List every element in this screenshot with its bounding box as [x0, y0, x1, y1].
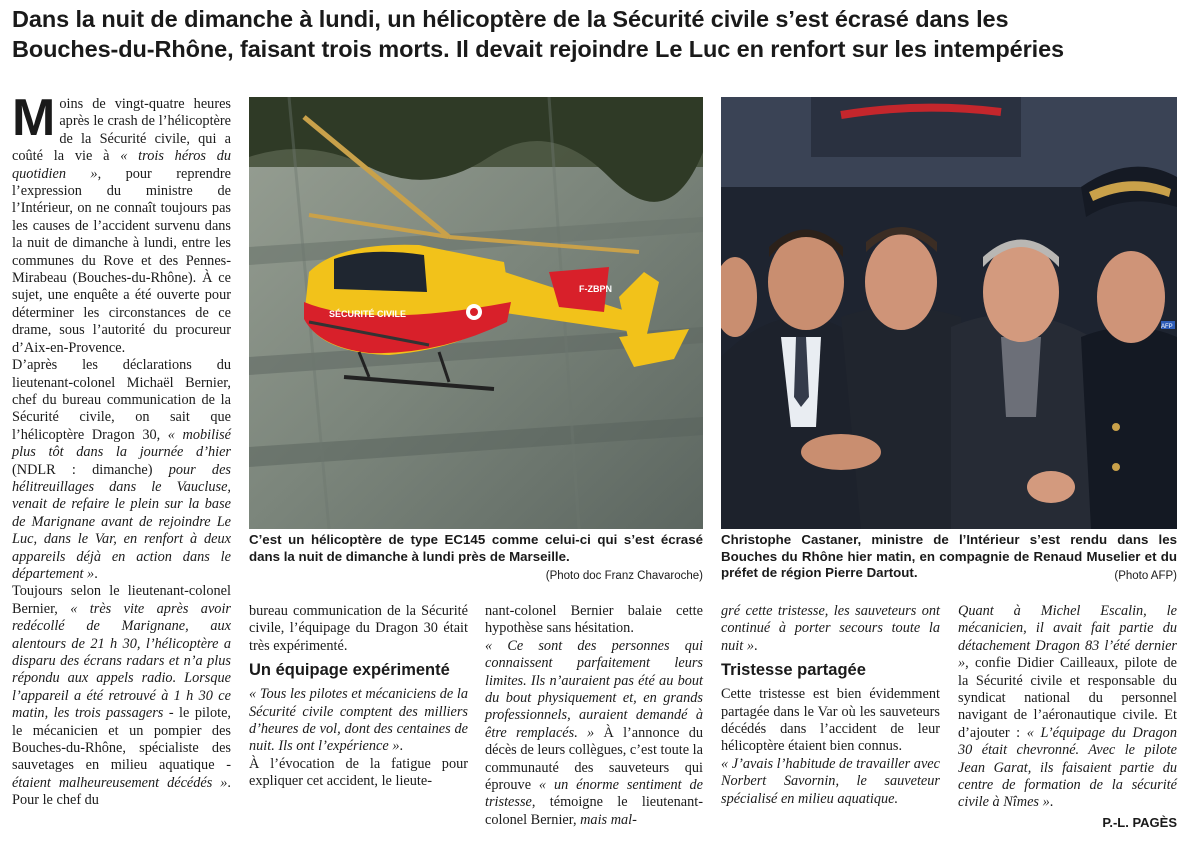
- quote-run: « très vite après avoir redécollé de Marignane, aux alentours de 21 h 30, l’hélicoptère a disparu des écrans radars et n’a plus répondu aux appels radio. Lorsque l’appareil a été retrouvé à 1 h 30 ce matin, les trois passagers: [12, 600, 231, 722]
- text-run: , témoigne le lieutenant-colonel Bernier,: [485, 794, 703, 828]
- paragraph: À l’évocation de la fatigue pour expliquer cet accident, le lieute-: [249, 755, 468, 790]
- quote-run: « J’avais l’habitude de travailler avec Norbert Savornin, le sauveteur spécialisé en milieu aquatique.: [721, 755, 940, 807]
- text-run: (NDLR : dimanche): [12, 461, 169, 478]
- text-run: À l’annonce du décès de leurs collègues, c’est toute la communauté des sauveteurs qui éprouve: [485, 724, 704, 794]
- drop-cap: M: [12, 89, 56, 147]
- helicopter-photo: [249, 97, 703, 529]
- paragraph: Cette tristesse est bien évidemment partagée dans le Var où les sauveteurs décédés dans l’accident de leur hélicoptère étaient bien connus.: [721, 686, 940, 755]
- officials-photo-credit: (Photo AFP): [1114, 570, 1177, 582]
- quote-run: « trois héros du quotidien »: [12, 148, 231, 182]
- headline: [12, 4, 1182, 64]
- paragraph: [958, 603, 1177, 812]
- quote-run: « mobilisé plus tôt dans la journée d’hier: [12, 426, 231, 461]
- helicopter-photo-credit: (Photo doc Franz Chavaroche): [545, 570, 703, 582]
- officials-photo-image: [721, 97, 1177, 529]
- subheading-tristesse: Tristesse partagée: [721, 661, 866, 680]
- text-run: . Pour le chef du: [12, 774, 231, 809]
- article-column-3: [485, 603, 703, 829]
- paragraph-intro: [12, 89, 231, 357]
- quote-run: « L’équipage du Dragon 30 était chevronné. Avec le pilote Jean Garat, ils faisaient partie du centre de formation de la sécurité civile à Nîmes »: [958, 724, 1177, 811]
- paragraph: [485, 638, 703, 829]
- text-run: .: [753, 637, 758, 654]
- paragraph: bureau communication de la Sécurité civile, l’équipage du Dragon 30 était très expérimenté.: [249, 603, 468, 654]
- helicopter-registration: F-ZBPN: [579, 284, 612, 294]
- helicopter-photo-image: [249, 97, 703, 529]
- paragraph: [721, 603, 940, 655]
- paragraph: [249, 686, 468, 756]
- text-run: Toujours selon le lieutenant-colonel Bernier,: [12, 583, 231, 617]
- text-run: .: [94, 565, 98, 582]
- subheading-equipage: Un équipage expérimenté: [249, 661, 450, 680]
- paragraph: [721, 756, 940, 808]
- text-run: .: [1049, 794, 1054, 811]
- quote-run: pour des hélitreuillages dans le Vaucluse, venait de refaire le plein sur la base de Marignane avant de rejoindre Le Luc, dans le Var, en renfort à deux appareils déjà en action dans le département »: [12, 461, 231, 582]
- quote-run: mais mal-: [580, 811, 637, 828]
- headline-line-2: Bouches-du-Rhône, faisant trois morts. Il devait rejoindre Le Luc en renfort sur les intempéries: [12, 36, 1065, 62]
- text-run: .: [399, 738, 404, 755]
- officials-photo-caption: Christophe Castaner, ministre de l’Intérieur s’est rendu dans les Bouches du Rhône hier matin, en compagnie de Renaud Muselier et du préfet de région Pierre Dartout.: [721, 532, 1177, 580]
- quote-run: étaient malheureusement décédés »: [12, 774, 228, 791]
- article-column-5: [958, 603, 1177, 812]
- quote-run: « Tous les pilotes et mécaniciens de la Sécurité civile comptent des milliers d’heures de vol, dont des centaines de nuit. Ils ont l’expérience »: [249, 686, 468, 755]
- quote-run: gré cette tristesse, les sauveteurs ont continué à porter secours toute la nuit »: [721, 603, 940, 654]
- helicopter-photo-caption: C’est un hélicoptère de type EC145 comme celui-ci qui s’est écrasé dans la nuit de dimanche à lundi près de Marseille.: [249, 532, 703, 564]
- afp-watermark: AFP: [1161, 324, 1173, 330]
- author-signature: P.-L. PAGÈS: [1102, 815, 1177, 830]
- article-column-4: [721, 603, 940, 808]
- paragraph: nant-colonel Bernier balaie cette hypothèse sans hésitation.: [485, 603, 703, 637]
- quote-run: Quant à Michel Escalin, le mécanicien, il avait fait partie du détachement Dragon 83 l’été dernier »: [958, 603, 1177, 672]
- headline-line-1: Dans la nuit de dimanche à lundi, un hélicoptère de la Sécurité civile s’est écrasé dans les: [12, 6, 1009, 32]
- text-run: , confie Didier Cailleaux, pilote de la Sécurité civile et responsable du syndicat national du personnel navigant de l’aéronautique civile. Et d’ajouter :: [958, 655, 1177, 741]
- text-run: , pour reprendre l’expression du ministre de l’Intérieur, on ne connaît toujours pas les causes de l’accident survenu dans la nuit de dimanche à lundi, entre les communes du Rove et des Pennes-Mirabeau (Bouches-du-Rhône). À ce sujet, une enquête a été ouverte pour déterminer les circonstances de ce drame, sous l’autorité du procureur d’Aix-en-Provence.: [12, 165, 231, 356]
- paragraph-2: [12, 357, 231, 583]
- quote-run: « Ce sont des personnes qui connaissent parfaitement leurs limites. Ils n’auraient pas été au bout du bout physiquement et, en grands professionnels, auraient demandé à être remplacés. »: [485, 637, 703, 741]
- officials-photo: [721, 97, 1177, 529]
- article-column-2: [249, 603, 468, 791]
- text-run: - le pilote, le mécanicien et un pompier des Bouches-du-Rhône, spécialiste des sauvetages en milieu aquatique -: [12, 705, 231, 774]
- helicopter-livery-text: SÉCURITÉ CIVILE: [329, 309, 407, 319]
- text-run: oins de vingt-quatre heures après le crash de l’hélicoptère de la Sécurité civile, qui a coûté la vie à: [12, 96, 231, 165]
- text-run: D’après les déclarations du lieutenant-colonel Michaël Bernier, chef du bureau communication de la Sécurité civile, on sait que l’hélicoptère Dragon 30,: [12, 357, 231, 443]
- quote-run: « un énorme sentiment de tristesse: [485, 777, 704, 811]
- paragraph-3: [12, 583, 231, 809]
- article-column-1: [12, 89, 231, 810]
